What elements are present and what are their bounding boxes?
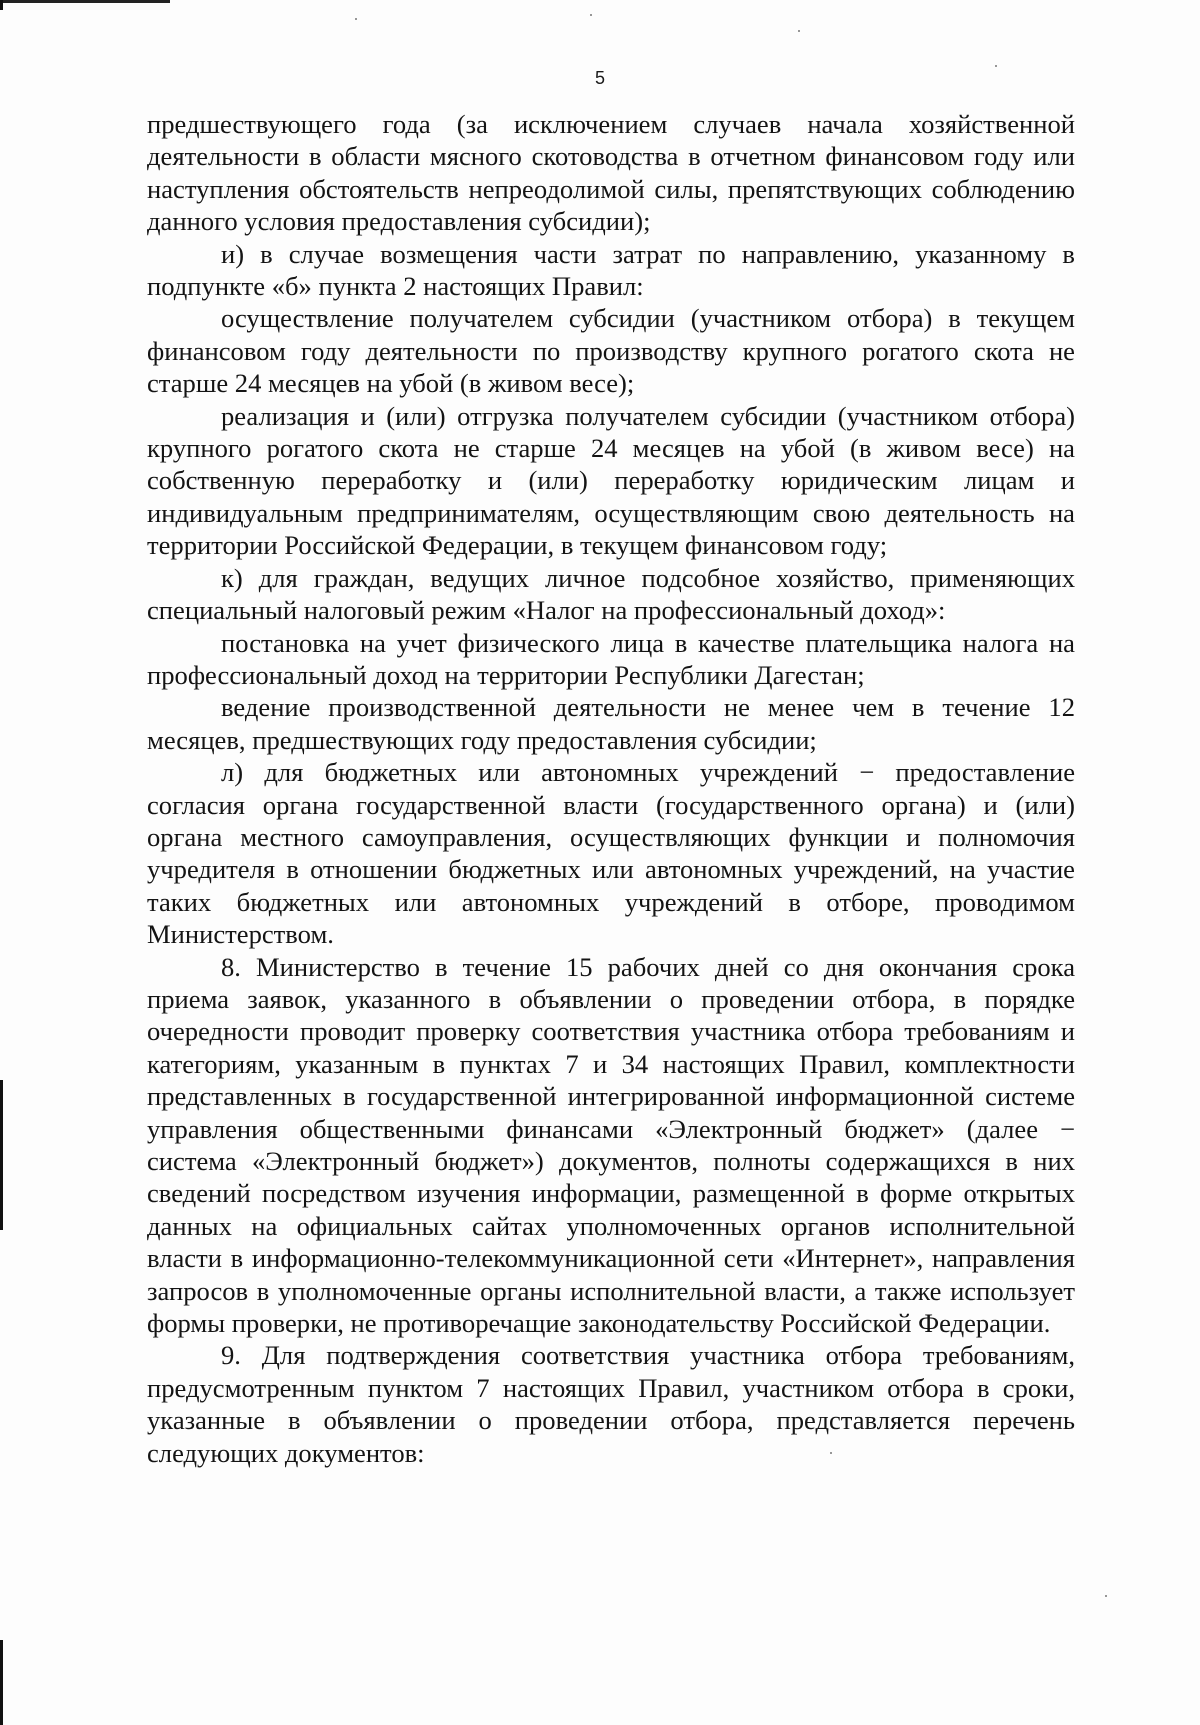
- paragraph: постановка на учет физического лица в качестве плательщика налога на профессиональный доход на территории Республики Дагестан;: [147, 627, 1075, 690]
- scan-left-edge-mark: [0, 0, 3, 10]
- document-body: [147, 108, 1075, 1469]
- paragraph: предшествующего года (за исключением случаев начала хозяйственной деятельности в области мясного скотоводства в отчетном финансовом году или наступления обстоятельств непреодолимой силы, препятствующих соблюдению данного условия предоставления субсидии);: [147, 109, 1075, 237]
- scan-top-rule: [0, 0, 170, 3]
- page-number: 5: [594, 68, 605, 88]
- paragraph: реализация и (или) отгрузка получателем субсидии (участником отбора) крупного рогатого скота не старше 24 месяцев на убой (в живом весе) на собственную переработку и (или) переработку юридическим лицам и индивидуальным предпринимателям, осуществляющим свою деятельность на территории Российской Федерации, в текущем финансовом году;: [147, 400, 1075, 561]
- paragraph: 9. Для подтверждения соответствия участника отбора требованиям, предусмотренным пунктом 7 настоящих Правил, участником отбора в сроки, указанные в объявлении о проведении отбора, представляется перечень следующих документов:: [147, 1340, 1075, 1468]
- scan-speck: [355, 18, 357, 20]
- paragraph: ведение производственной деятельности не менее чем в течение 12 месяцев, предшествующих году предоставления субсидии;: [147, 692, 1075, 755]
- scan-speck: [590, 14, 592, 16]
- paragraph: осуществление получателем субсидии (участником отбора) в текущем финансовом году деятельности по производству крупного рогатого скота не старше 24 месяцев на убой (в живом весе);: [147, 303, 1075, 399]
- paragraph: л) для бюджетных или автономных учреждений − предоставление согласия органа государственной власти (государственного органа) и (или) органа местного самоуправления, осуществляющих функции и полномочия учредителя в отношении бюджетных или автономных учреждений, на участие таких бюджетных или автономных учреждений в отборе, проводимом Министерством.: [147, 757, 1075, 950]
- paragraph: к) для граждан, ведущих личное подсобное хозяйство, применяющих специальный налоговый режим «Налог на профессиональный доход»:: [147, 562, 1075, 626]
- scan-speck: [995, 65, 997, 67]
- scan-speck: [1105, 1595, 1107, 1597]
- scan-left-edge-mark: [0, 1080, 3, 1230]
- paragraph: и) в случае возмещения части затрат по направлению, указанному в подпункте «б» пункта 2 настоящих Правил:: [147, 238, 1075, 302]
- scan-left-edge-mark: [0, 1640, 3, 1725]
- paragraph: 8. Министерство в течение 15 рабочих дней со дня окончания срока приема заявок, указанного в объявлении о проведении отбора, в порядке очередности проводит проверку соответствия участника отбора требованиям и категориям, указанным в пунктах 7 и 34 настоящих Правил, комплектности представленных в государственной интегрированной информационной системе управления общественными финансами «Электронный бюджет» (далее − система «Электронный бюджет») документов, полноты содержащихся в них сведений посредством изучения информации, размещенной в форме открытых данных на официальных сайтах уполномоченных органов исполнительной власти в информационно-телекоммуникационной сети «Интернет», направления запросов в уполномоченные органы исполнительной власти, а также использует формы проверки, не противоречащие законодательству Российской Федерации.: [147, 951, 1075, 1339]
- scan-speck: [798, 30, 800, 32]
